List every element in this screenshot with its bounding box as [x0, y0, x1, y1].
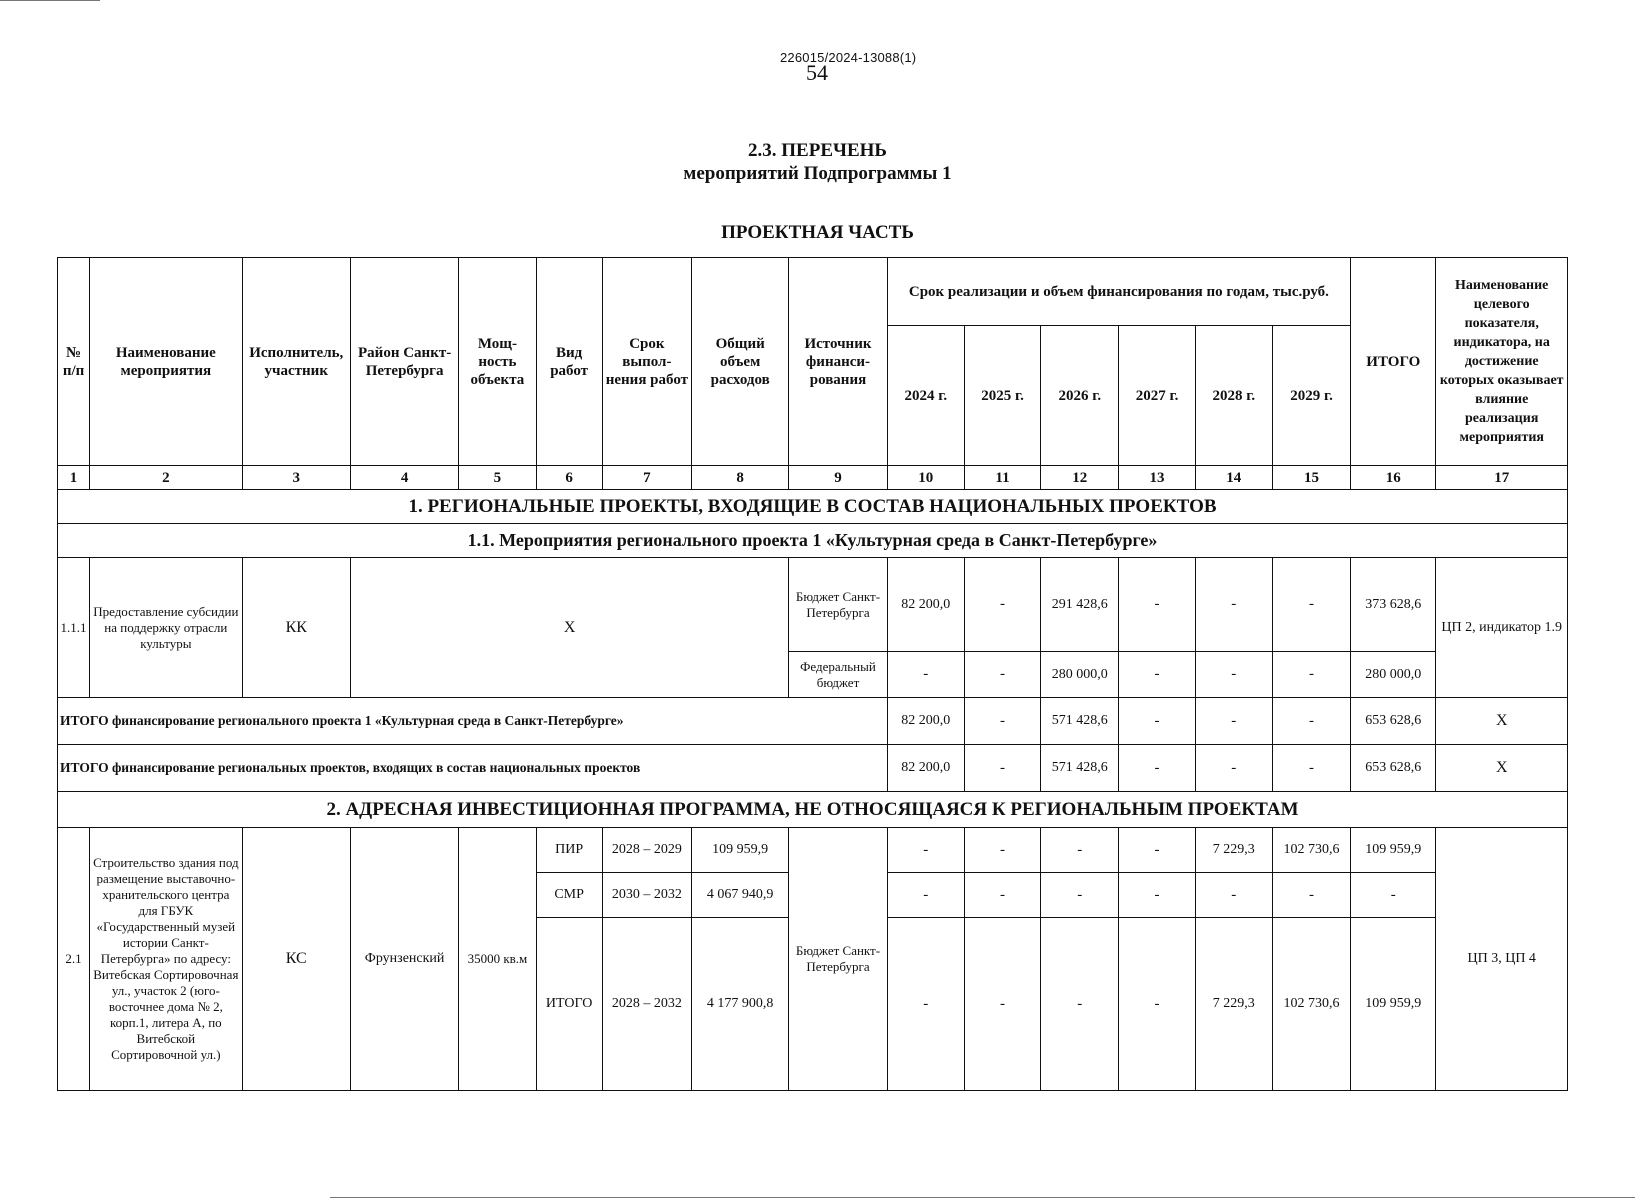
value-2027: -	[1119, 745, 1195, 792]
value-total: 653 628,6	[1351, 745, 1436, 792]
work-period: 2028 – 2032	[602, 918, 691, 1091]
value-2026: 571 428,6	[1041, 745, 1119, 792]
value-2025: -	[964, 558, 1040, 652]
column-number: 3	[242, 466, 350, 490]
column-number: 17	[1436, 466, 1568, 490]
value-2025: -	[964, 698, 1040, 745]
col-header-capacity: Мощ-ность объекта	[459, 258, 536, 466]
column-number: 2	[90, 466, 243, 490]
scan-edge-bottom	[330, 1197, 1635, 1198]
value-2028: -	[1195, 698, 1272, 745]
column-number: 14	[1195, 466, 1272, 490]
value-2025: -	[964, 828, 1040, 873]
indicator: Х	[1436, 698, 1568, 745]
column-number: 7	[602, 466, 691, 490]
activity-name: Строительство здания под размещение выставочно-хранительского центра для ГБУК «Государственный музей истории Санкт-Петербурга» по адресу: Витебская Сортировочная ул., участок 2 (юго-восточнее дома № 2, корп.1, литера А, по Витебской Сортировочной ул.)	[90, 828, 243, 1091]
value-2026: 280 000,0	[1041, 652, 1119, 698]
column-number: 10	[887, 466, 964, 490]
executor: КС	[242, 828, 350, 1091]
value-2026: 291 428,6	[1041, 558, 1119, 652]
page-number: 54	[806, 60, 828, 85]
work-type: ПИР	[536, 828, 602, 873]
col-header-period: Срок выпол-нения работ	[602, 258, 691, 466]
value-2024: -	[887, 652, 964, 698]
funding-source: Федеральный бюджет	[789, 652, 887, 698]
value-total: 109 959,9	[1351, 918, 1436, 1091]
total-row	[58, 745, 1568, 792]
column-number: 13	[1119, 466, 1195, 490]
col-header-2024: 2024 г.	[887, 326, 964, 466]
col-header-2026: 2026 г.	[1041, 326, 1119, 466]
column-number: 4	[350, 466, 458, 490]
executor: КК	[242, 558, 350, 698]
value-2027: -	[1119, 698, 1195, 745]
col-header-name: Наименование мероприятия	[90, 258, 243, 466]
col-header-2029: 2029 г.	[1272, 326, 1350, 466]
part-title: ПРОЕКТНАЯ ЧАСТЬ	[721, 222, 914, 243]
value-2027: -	[1119, 873, 1195, 918]
value-2027: -	[1119, 828, 1195, 873]
column-number: 12	[1041, 466, 1119, 490]
header-row-1	[58, 258, 1568, 326]
total-label: ИТОГО финансирование регионального проекта 1 «Культурная среда в Санкт-Петербурге»	[58, 698, 888, 745]
col-header-number: № п/п	[58, 258, 90, 466]
work-period: 2028 – 2029	[602, 828, 691, 873]
value-2029: -	[1272, 558, 1350, 652]
col-header-district: Район Санкт-Петербурга	[350, 258, 458, 466]
funding-source: Бюджет Санкт-Петербурга	[789, 828, 887, 1091]
row-number: 1.1.1	[58, 558, 90, 698]
value-2029: -	[1272, 745, 1350, 792]
col-header-total-cost: Общий объем расходов	[692, 258, 789, 466]
column-number: 16	[1351, 466, 1436, 490]
column-number: 15	[1272, 466, 1350, 490]
col-header-executor: Исполнитель, участник	[242, 258, 350, 466]
total-row	[58, 698, 1568, 745]
section-2-title: 2. АДРЕСНАЯ ИНВЕСТИЦИОННАЯ ПРОГРАММА, НЕ ОТНОСЯЩАЯСЯ К РЕГИОНАЛЬНЫМ ПРОЕКТАМ	[58, 792, 1568, 828]
value-2029: -	[1272, 698, 1350, 745]
value-2028: 7 229,3	[1195, 918, 1272, 1091]
column-number: 6	[536, 466, 602, 490]
list-subtitle: мероприятий Подпрограммы 1	[683, 163, 952, 184]
district: Фрунзенский	[350, 828, 458, 1091]
document-number: 226015/2024-13088(1)	[780, 50, 917, 65]
total-cost: 4 067 940,9	[692, 873, 789, 918]
col-header-2027: 2027 г.	[1119, 326, 1195, 466]
value-2029: -	[1272, 873, 1350, 918]
total-cost: 109 959,9	[692, 828, 789, 873]
column-number: 11	[964, 466, 1040, 490]
section-1-title: 1. РЕГИОНАЛЬНЫЕ ПРОЕКТЫ, ВХОДЯЩИЕ В СОСТАВ НАЦИОНАЛЬНЫХ ПРОЕКТОВ	[58, 490, 1568, 524]
value-2027: -	[1119, 918, 1195, 1091]
value-2024: -	[887, 918, 964, 1091]
table-row	[58, 828, 1568, 873]
col-header-source: Источник финанси-рования	[789, 258, 887, 466]
value-2024: 82 200,0	[887, 745, 964, 792]
col-header-indicator: Наименование целевого показателя, индикатора, на достижение которых оказывает влияние реализация мероприятия	[1436, 258, 1568, 466]
subsection-row	[58, 524, 1568, 558]
col-header-2025: 2025 г.	[964, 326, 1040, 466]
not-applicable-mark: Х	[350, 558, 788, 698]
table-row	[58, 558, 1568, 652]
col-header-2028: 2028 г.	[1195, 326, 1272, 466]
row-number: 2.1	[58, 828, 90, 1091]
value-2029: -	[1272, 652, 1350, 698]
value-2025: -	[964, 652, 1040, 698]
value-2024: -	[887, 828, 964, 873]
scan-edge-top	[0, 0, 100, 1]
work-type: СМР	[536, 873, 602, 918]
value-total: -	[1351, 873, 1436, 918]
col-header-work-type: Вид работ	[536, 258, 602, 466]
value-2029: 102 730,6	[1272, 828, 1350, 873]
value-2028: -	[1195, 558, 1272, 652]
activities-table	[57, 257, 1568, 1091]
value-2026: -	[1041, 918, 1119, 1091]
value-2027: -	[1119, 652, 1195, 698]
value-total: 373 628,6	[1351, 558, 1436, 652]
value-2029: 102 730,6	[1272, 918, 1350, 1091]
column-number: 5	[459, 466, 536, 490]
value-2026: -	[1041, 873, 1119, 918]
value-total: 653 628,6	[1351, 698, 1436, 745]
funding-source: Бюджет Санкт-Петербурга	[789, 558, 887, 652]
indicator: Х	[1436, 745, 1568, 792]
value-2028: -	[1195, 745, 1272, 792]
value-2025: -	[964, 918, 1040, 1091]
value-total: 109 959,9	[1351, 828, 1436, 873]
value-2028: -	[1195, 873, 1272, 918]
work-type: ИТОГО	[536, 918, 602, 1091]
value-2027: -	[1119, 558, 1195, 652]
value-2026: 571 428,6	[1041, 698, 1119, 745]
column-numbers-row	[58, 466, 1568, 490]
value-2024: 82 200,0	[887, 698, 964, 745]
value-2024: -	[887, 873, 964, 918]
section-row	[58, 792, 1568, 828]
col-header-total: ИТОГО	[1351, 258, 1436, 466]
indicator: ЦП 3, ЦП 4	[1436, 828, 1568, 1091]
value-2028: -	[1195, 652, 1272, 698]
value-2025: -	[964, 873, 1040, 918]
total-label: ИТОГО финансирование региональных проектов, входящих в состав национальных проектов	[58, 745, 888, 792]
list-title: 2.3. ПЕРЕЧЕНЬ	[748, 140, 887, 161]
value-2024: 82 200,0	[887, 558, 964, 652]
section-1-1-title: 1.1. Мероприятия регионального проекта 1 «Культурная среда в Санкт-Петербурге»	[58, 524, 1568, 558]
value-total: 280 000,0	[1351, 652, 1436, 698]
col-header-years-group: Срок реализации и объем финансирования по годам, тыс.руб.	[887, 258, 1351, 326]
indicator: ЦП 2, индикатор 1.9	[1436, 558, 1568, 698]
column-number: 9	[789, 466, 887, 490]
activity-name: Предоставление субсидии на поддержку отрасли культуры	[90, 558, 243, 698]
column-number: 8	[692, 466, 789, 490]
work-period: 2030 – 2032	[602, 873, 691, 918]
capacity: 35000 кв.м	[459, 828, 536, 1091]
value-2028: 7 229,3	[1195, 828, 1272, 873]
value-2025: -	[964, 745, 1040, 792]
section-row	[58, 490, 1568, 524]
value-2026: -	[1041, 828, 1119, 873]
total-cost: 4 177 900,8	[692, 918, 789, 1091]
column-number: 1	[58, 466, 90, 490]
